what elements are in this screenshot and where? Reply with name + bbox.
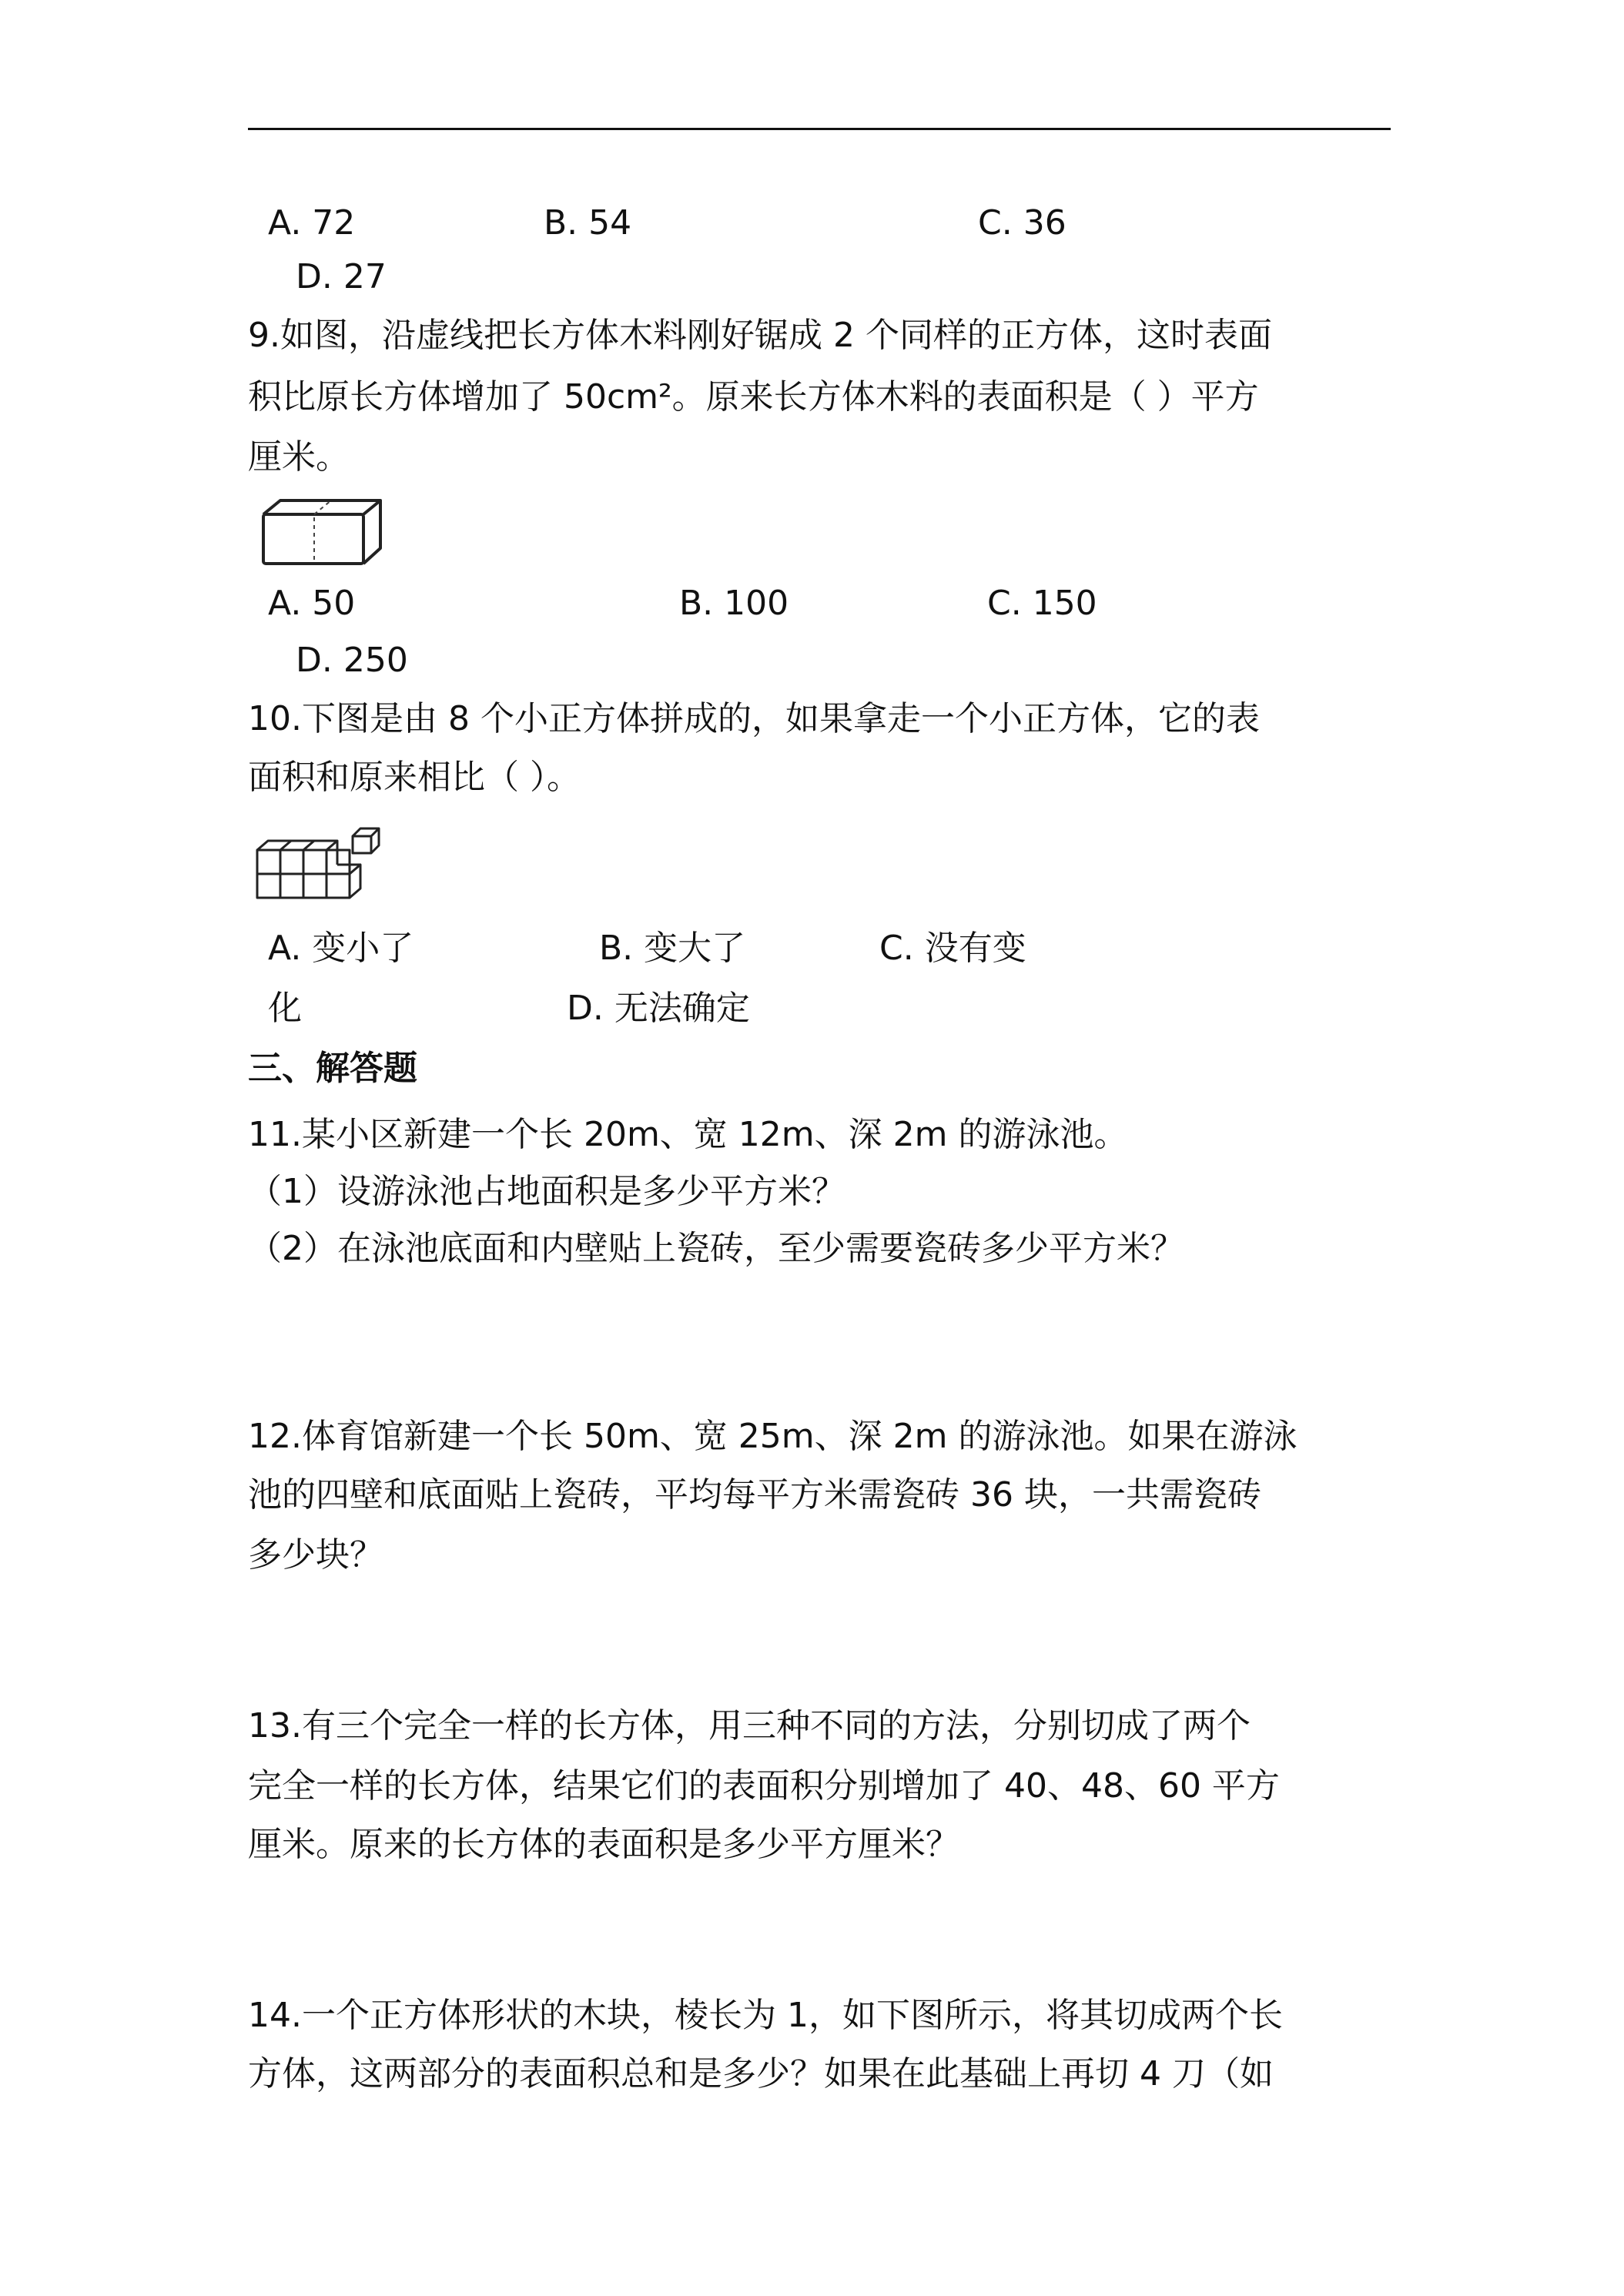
- q11-sub-2: （2）在泳池底面和内壁贴上瓷砖，至少需要瓷砖多少平方米？: [248, 1229, 1184, 1268]
- section-heading: 三、解答题: [248, 1049, 417, 1088]
- q13-line-3: 厘米。原来的长方体的表面积是多少平方厘米？: [248, 1825, 959, 1864]
- q8-option-c: C. 36: [978, 203, 1066, 243]
- q10-option-c: C. 没有变: [879, 929, 1026, 968]
- q12-line-3: 多少块？: [248, 1535, 383, 1575]
- q11-sub-1: （1）设游泳池占地面积是多少平方米？: [248, 1172, 845, 1211]
- q10-option-c-continued: 化: [268, 989, 302, 1028]
- q10-line-2: 面积和原来相比（ ）。: [248, 758, 581, 797]
- q9-line-1: 9.如图，沿虚线把长方体木料刚好锯成 2 个同样的正方体，这时表面: [248, 316, 1272, 355]
- header-rule: [248, 128, 1391, 130]
- q10-option-d: D. 无法确定: [567, 989, 750, 1028]
- q9-line-2: 积比原长方体增加了 50cm²。原来长方体木料的表面积是（ ）平方: [248, 377, 1259, 417]
- q10-option-b: B. 变大了: [599, 929, 746, 968]
- cuboid-figure: [260, 497, 383, 568]
- q14-line-1: 14.一个正方体形状的木块，棱长为 1，如下图所示，将其切成两个长: [248, 1996, 1283, 2035]
- q12-line-2: 池的四壁和底面贴上瓷砖，平均每平方米需瓷砖 36 块，一共需瓷砖: [248, 1475, 1261, 1514]
- q9-option-a: A. 50: [268, 584, 356, 623]
- q8-option-a: A. 72: [268, 203, 356, 243]
- q11-line-1: 11.某小区新建一个长 20m、宽 12m、深 2m 的游泳池。: [248, 1115, 1128, 1154]
- q14-line-2: 方体，这两部分的表面积总和是多少？如果在此基础上再切 4 刀（如: [248, 2054, 1274, 2094]
- q9-option-b: B. 100: [679, 584, 789, 623]
- q9-line-3: 厘米。: [248, 437, 350, 477]
- q10-option-a: A. 变小了: [268, 929, 414, 968]
- q8-option-b: B. 54: [544, 203, 632, 243]
- q13-line-2: 完全一样的长方体，结果它们的表面积分别增加了 40、48、60 平方: [248, 1766, 1280, 1806]
- q9-option-d: D. 250: [296, 641, 408, 680]
- cube-stack-figure: [254, 825, 387, 902]
- q8-option-d: D. 27: [296, 257, 387, 296]
- q10-line-1: 10.下图是由 8 个小正方体拼成的，如果拿走一个小正方体，它的表: [248, 699, 1260, 738]
- q12-line-1: 12.体育馆新建一个长 50m、宽 25m、深 2m 的游泳池。如果在游泳: [248, 1417, 1298, 1456]
- q9-option-c: C. 150: [987, 584, 1097, 623]
- q13-line-1: 13.有三个完全一样的长方体，用三种不同的方法，分别切成了两个: [248, 1706, 1251, 1745]
